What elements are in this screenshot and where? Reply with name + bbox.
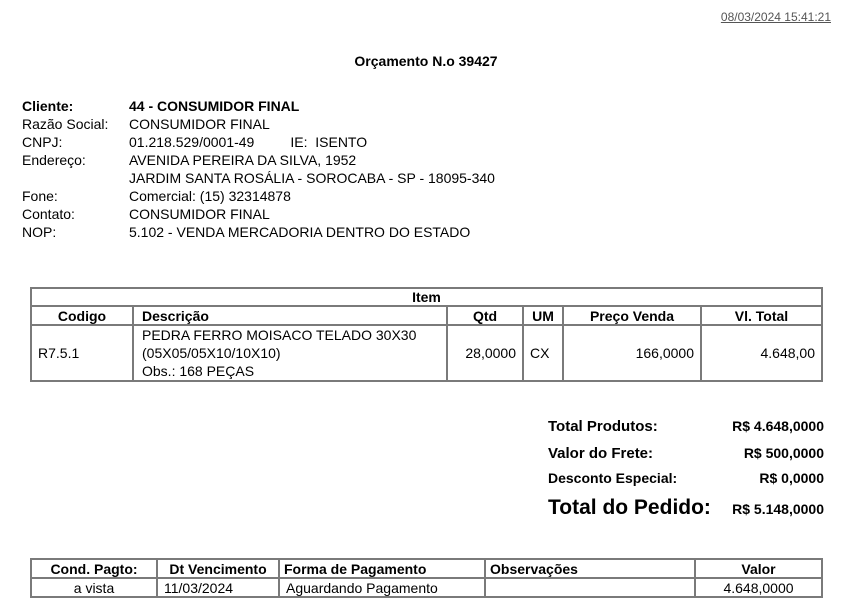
col-valor: Valor bbox=[695, 559, 822, 578]
nop-label: NOP: bbox=[22, 224, 57, 240]
col-dt-vencimento: Dt Vencimento bbox=[157, 559, 279, 578]
item-codigo: R7.5.1 bbox=[31, 325, 133, 381]
empty-label bbox=[22, 169, 129, 187]
col-um: UM bbox=[523, 306, 563, 325]
razao-value: CONSUMIDOR FINAL bbox=[129, 116, 270, 132]
total-produtos-label: Total Produtos: bbox=[548, 418, 658, 435]
total-pedido-row bbox=[548, 496, 824, 520]
payment-table bbox=[30, 558, 823, 598]
item-um: CX bbox=[523, 325, 563, 381]
contato-value: CONSUMIDOR FINAL bbox=[129, 206, 270, 222]
cnpj-label: CNPJ: bbox=[22, 134, 63, 150]
item-descricao bbox=[133, 325, 447, 381]
item-desc-line2: (05X05/05X10/10X10) bbox=[142, 345, 281, 361]
pay-valor: 4.648,0000 bbox=[695, 578, 822, 597]
fone-value: Comercial: (15) 32314878 bbox=[129, 188, 291, 204]
razao-label: Razão Social: bbox=[22, 116, 109, 132]
fone-label: Fone: bbox=[22, 188, 58, 204]
col-observacoes: Observações bbox=[485, 559, 695, 578]
total-produtos-value: R$ 4.648,0000 bbox=[732, 418, 824, 434]
col-forma-pagamento: Forma de Pagamento bbox=[279, 559, 485, 578]
fone-row bbox=[22, 187, 495, 205]
col-descricao: Descrição bbox=[133, 306, 447, 325]
desconto-value: R$ 0,0000 bbox=[759, 470, 824, 486]
item-desc-obs: Obs.: 168 PEÇAS bbox=[142, 363, 255, 379]
valor-frete-value: R$ 500,0000 bbox=[743, 445, 824, 461]
desconto-row bbox=[548, 470, 824, 496]
pay-forma: Aguardando Pagamento bbox=[279, 578, 485, 597]
valor-frete-row bbox=[548, 445, 824, 470]
nop-row bbox=[22, 223, 495, 241]
contato-label: Contato: bbox=[22, 206, 75, 222]
item-preco: 166,0000 bbox=[563, 325, 701, 381]
endereco-row bbox=[22, 151, 495, 169]
cnpj-cell bbox=[129, 133, 495, 151]
total-produtos-row bbox=[548, 418, 824, 445]
pay-obs bbox=[485, 578, 695, 597]
total-pedido-label: Total do Pedido: bbox=[548, 496, 711, 519]
contato-row bbox=[22, 205, 495, 223]
payment-column-headers bbox=[31, 559, 822, 578]
pay-cond: a vista bbox=[31, 578, 157, 597]
col-preco-venda: Preço Venda bbox=[563, 306, 701, 325]
desconto-label: Desconto Especial: bbox=[548, 470, 678, 486]
cnpj-value: 01.218.529/0001-49 bbox=[129, 134, 255, 150]
endereco-line2: JARDIM SANTA ROSÁLIA - SOROCABA - SP - 18095-340 bbox=[129, 170, 495, 186]
table-row bbox=[31, 325, 822, 381]
totals-block bbox=[548, 418, 824, 520]
valor-frete-label: Valor do Frete: bbox=[548, 445, 654, 462]
ie-value: ISENTO bbox=[315, 134, 368, 150]
table-row bbox=[31, 578, 822, 597]
item-total: 4.648,00 bbox=[701, 325, 822, 381]
cliente-value: 44 - CONSUMIDOR FINAL bbox=[129, 98, 300, 114]
nop-value: 5.102 - VENDA MERCADORIA DENTRO DO ESTADO bbox=[129, 224, 471, 240]
col-qtd: Qtd bbox=[447, 306, 523, 325]
col-vl-total: Vl. Total bbox=[701, 306, 822, 325]
items-table bbox=[30, 287, 823, 382]
timestamp[interactable]: 08/03/2024 15:41:21 bbox=[720, 10, 831, 24]
ie-label: IE: bbox=[290, 134, 308, 150]
col-codigo: Codigo bbox=[31, 306, 133, 325]
endereco-label: Endereço: bbox=[22, 152, 86, 168]
items-section-title: Item bbox=[31, 288, 822, 306]
endereco-line1: AVENIDA PEREIRA DA SILVA, 1952 bbox=[129, 152, 357, 168]
page-title: Orçamento N.o 39427 bbox=[354, 53, 498, 69]
pay-vencimento: 11/03/2024 bbox=[157, 578, 279, 597]
total-pedido-value: R$ 5.148,0000 bbox=[732, 501, 824, 517]
razao-row bbox=[22, 115, 495, 133]
items-section-header bbox=[31, 288, 822, 306]
item-desc-line1: PEDRA FERRO MOISACO TELADO 30X30 bbox=[142, 327, 417, 343]
client-row bbox=[22, 97, 495, 115]
item-qtd: 28,0000 bbox=[447, 325, 523, 381]
items-column-headers bbox=[31, 306, 822, 325]
cliente-label: Cliente: bbox=[22, 98, 74, 114]
client-info bbox=[22, 97, 495, 241]
endereco-row-2 bbox=[22, 169, 495, 187]
cnpj-row bbox=[22, 133, 495, 151]
col-cond-pagto: Cond. Pagto: bbox=[31, 559, 157, 578]
